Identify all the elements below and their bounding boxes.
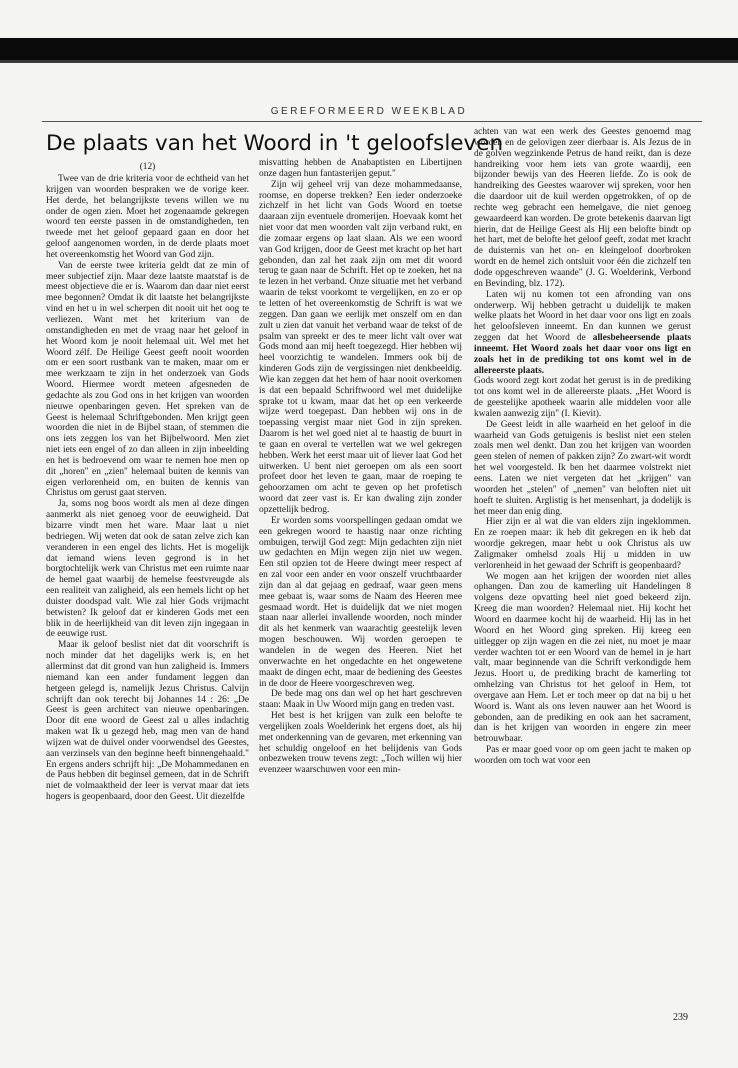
paragraph-text: Laten wij nu komen tot een afronding van ons onderwerp. Wij hebben getracht u duidelijk te maken welke plaats het Woord in het daar voor ons ligt en zoals het geloofsleven inneemt. En dan kunnen we gerust zeggen dat het Woord de [474,289,691,344]
emphasis-text: allesbeheersende plaats inneemt. Het Woord zoals het daar voor ons ligt en zoals het in de prediking tot ons komt wel in de allereerste plaats. [474,333,691,376]
paragraph: misvatting hebben de Anabaptisten en Libertijnen onze dagen hun fantasterijen geput." [259,158,462,179]
paragraph: De bede mag ons dan wel op het hart geschreven staan: Maak in Uw Woord mijn gang en treden vast. [259,689,462,711]
paragraph: Van de eerste twee kriteria geldt dat ze min of meer subjectief zijn. Maar deze laatste maatstaf is de meest objectieve die er is. Waarom dan daar niet eerst mee begonnen? Omdat ik dit laatste het belangrijkste vind en het u in wel scherpen dit nooit uit het oog te verliezen. Want met het kriterium van de omstandigheden en met de vraag naar het geloof in het Woord kom je nooit helemaal uit. Wel met het Woord zélf. De Heilige Geest geeft nooit woorden om er een soort rustbank van te maken, maar om er mee werkzaam te zijn in het onderzoek van Gods Woord. Hiermee wordt meteen afgesneden de gedachte als zou God ons in het krijgen van woorden nieuwe openbaringen geven. Het spreken van de Geest is helemaal Schriftgebonden. Men krijgt geen woorden die niet in de Bijbel staan, of stemmen die ons iets zeggen los van het Bijbelwoord. Men ziet niet iets een engel of zo dan alleen in zijn inbeelding en het is bedroevend om waar te nemen hoe men op dit „horen" en „zien" helemaal buiten de kennis van eigen verlorenheid om, en buiten de kennis van Christus om gerust gaat sterven. [46,260,249,499]
paragraph: De Geest leidt in alle waarheid en het geloof in die waarheid van Gods getuigenis is beslist niet een stelen zoals men wel denkt. Dan zou het krijgen van woorden geen stelen of nemen of pakken zijn? Zo zwart-wit wordt het wel voorgesteld. Ik ben het daarmee volstrekt niet eens. Laten we niet vergeten dat het „krijgen" van woorden het „stelen" of „nemen" van beloften niet uit hoeft te sluiten. Arglistig is het mensenhart, ja dodelijk is het meer dan enig ding. [474,419,691,517]
column-1 [46,174,249,803]
paragraph: Ja, soms nog boos wordt als men al deze dingen aanmerkt als niet genoeg voor de eeuwigheid. Dat bizarre vindt men het ware. Maar laat u niet bedriegen. Wij weten dat ook de satan zelve zich kan veranderen in een engel des lichts. Het is mogelijk dat iemand wiens leven gegrond is in het borgtochtelijk werk van Christus met een ruimte naar de hemel gaat waarbij de hemelse feestvreugde als een realiteit van zaligheid, als een hemels licht op het duister doodspad valt. Wie zal hier Gods vrijmacht betwisten? Ik geloof dat er kinderen Gods met een blik in de heerlijkheid van dit leven zijn ingegaan in de eeuwige rust. [46,499,249,640]
paragraph: Er worden soms voorspellingen gedaan omdat we een gekregen woord te haastig naar onze richting ombuigen, terwijl God zegt: Mijn gedachten zijn niet uw gedachten en Mijn wegen zijn niet uw wegen. Een stil opzien tot de Heere dwingt meer respect af en zal voor een ander en voor onszelf vruchtbaarder zijn dan al dat gejaag en gedraaf, waar geen mens mee gebaat is, waar soms de Naam des Heeren mee gesmaad wordt. Het is duidelijk dat we niet mogen staan naar allerlei invallende woorden, noch minder dit als het kenmerk van waarachtig geestelijk leven mogen beschouwen. Wij worden geroepen te wandelen in de wegen des Heeren. Niet het onverwachte en het ongedachte en het ongewetene maakt de dingen echt, maar de bediening des Geestes in de door de Heere voorgeschreven weg. [259,515,462,689]
column-3 [474,127,691,767]
paragraph: Het best is het krijgen van zulk een belofte te vergelijken zoals Woelderink het ergens doet, als hij met onderkenning van de gevaren, met erkenning van het schuldig ongeloof en het belijdenis van Gods onbezweken trouw tevens zegt: „Toch willen wij hier evenzeer waarschuwen voor een min- [259,711,462,776]
masthead: GEREFORMEERD WEEKBLAD [270,106,468,117]
header-rule [42,121,702,122]
paragraph: Gods woord zegt kort zodat het gerust is in de prediking tot ons komt wel in de allereerste plaats. „Het Woord is de geestelijke apotheek waarin alle middelen voor alle kwalen aanwezig zijn" (I. Kievit). [474,376,691,419]
paragraph: Hier zijn er al wat die van elders zijn ingeklommen. En ze roepen maar: ik heb dit gekregen en ik heb dat woordje gekregen, maar hebt u ook Christus als uw Zaligmaker omhelsd zoals Hij u midden in uw verlorenheid in het gewaad der Schrift is geopenbaard? [474,517,691,571]
column-2 [259,158,462,776]
scan-top-edge [0,60,738,63]
paragraph: We mogen aan het krijgen der woorden niet alles ophangen. Dan zou de kamerling uit Handelingen 8 volgens deze opvatting heel niet goed bekeerd zijn. Kreeg die man woorden? Helemaal niet. Hij kocht het Woord en daarmee kocht hij de waarheid. Hij las in het Woord en het Woord ging spreken. Hij kreeg een uitlegger op zijn wagen en die zei niet, nu moet je maar verder wachten tot er een Woord van de hemel in je hart valt, maar beginnende van die Schrift verkondigde hem Jezus. Hoort u, de prediking bracht de kamerling tot omhelzing van Christus tot het geloof in Hem, tot overgave aan Hem. Let er toch meer op dat na bij u het Woord is. Want als ons leven nauwer aan het Woord is gebonden, aan de prediking en ook aan het sacrament, dan is het krijgen van woorden in engere zin meer betrouwbaar. [474,571,691,745]
paragraph: Twee van de drie kriteria voor de echtheid van het krijgen van woorden bespraken we de vorige keer. Het derde, het belangrijkste tevens willen we nu onder de ogen zien. Moet het zogenaamde gekregen woord ten eerste passen in de omstandigheden, ten tweede met het geloof gepaard gaan en door het geloof aangenomen worden, in de derde plaats moet het overeenkomstig het Woord van God zijn. [46,174,249,260]
page-number: 239 [673,1012,688,1023]
paragraph: Zijn wij geheel vrij van deze mohammedaanse, roomse, en doperse trekken? Een ieder onderzoeke zichzelf in het licht van Gods Woord en toetse daaraan zijn eventuele dromerijen. Hoevaak komt het niet voor dat men woorden valt zijn verband rukt, en die zomaar ergens op laat slaan. Als we een woord van God krijgen, door de Geest met kracht op het hart gebonden, dan zal het zaak zijn om met dit woord terug te gaan naar de Schrift. Het op te zoeken, het na te lezen in het verband. Onze situatie met het verband waarin de tekst voorkomt te vergelijken, en zo er op te letten of het overeenkomstig de Schrift is wat we zeggen. Dan gaan we eerlijk met onszelf om en dan zult u zien dat vanuit het verband waar de tekst of de psalm van spreekt er des te meer licht valt over wat Gods mond aan mij heeft toegezegd. Hier hebben wij heel voorzichtig te wandelen. Immers ook bij de kinderen Gods zijn de vergissingen niet denkbeeldig. Wie kan zeggen dat het hem of haar nooit overkomen is dat een bepaald Schriftwoord wel met duidelijke sprake tot u kwam, maar dat het op een verkeerde wijze werd toegepast. Dan hebben wij ons in de toepassing vergist maar niet God in zijn spreken. Daarom is het wel goed niet al te haastig de buurt in te gaan en overal te vertellen wat we wel gekregen hebben. Werk het eerst maar uit of liever laat God het uitwerken. U bent niet geroepen om als een soort profeet door het leven te gaan, maar de roeping te gehoorzamen om acht te geven op het profetisch woord dat zeer vast is. Er kan dwaling zijn zonder opzettelijk bedrog. [259,179,462,515]
scan-top-bar [0,38,738,60]
paragraph [474,290,691,377]
paragraph: Pas er maar goed voor op om geen jacht te maken op woorden om toch wat voor een [474,745,691,766]
paragraph: achten van wat een werk des Geestes genoemd mag worden en de gelovigen zeer dierbaar is. Als Jezus de in de golven wegzinkende Petrus de hand reikt, dan is deze handreiking voor hem iets van grote waardij, een bijzonder bewijs van des Heeren liefde. Zo is ook de handreiking des Geestes waarover wij spreken, voor hen die daardoor uit de kuil werden opgetrokken, of op de rechte weg gebracht een hemelgave, die niet genoeg gewaardeerd kan worden. De grote betekenis daarvan ligt hierin, dat de Heilige Geest als Hij een belofte bindt op het hart, met de belofte het geloof geeft, zodat met kracht de duisternis van het on- en kleingeloof doorbroken wordt en de hemel zich ontsluit voor één die zichzelf ten dode opgeschreven waande" (J. G. Woelderink, Verbond en Bevinding, blz. 172). [474,127,691,289]
article-number: (12) [139,162,156,172]
paragraph: Maar ik geloof beslist niet dat dit voorschrift is noch minder dat het dagelijks werk is, en het allerminst dat dit grond van hun zaligheid is. Immers niemand kan een ander fundament leggen dan hetgeen gelegd is, namelijk Jezus Christus. Calvijn schrijft dan ook terecht bij Johannes 14 : 26: „De Geest is geen architect van nieuwe openbaringen. Door dit ene woord de Geest zal u alles indachtig maken wat Ik u gezegd heb, mag men van de hand wijzen wat de duivel onder voorwendsel des Geestes, aan verzinsels van den beginne heeft binnengehaald." En ergens anders schrijft hij: „De Mohammedanen en de Paus hebben dit beginsel gemeen, dat in de Schrift niet de volmaaktheid der leer is vervat maar dat iets hogers is geopenbaard, door den Geest. Uit diezelfde [46,640,249,803]
article-title: De plaats van het Woord in 't geloofsleven [46,131,504,156]
